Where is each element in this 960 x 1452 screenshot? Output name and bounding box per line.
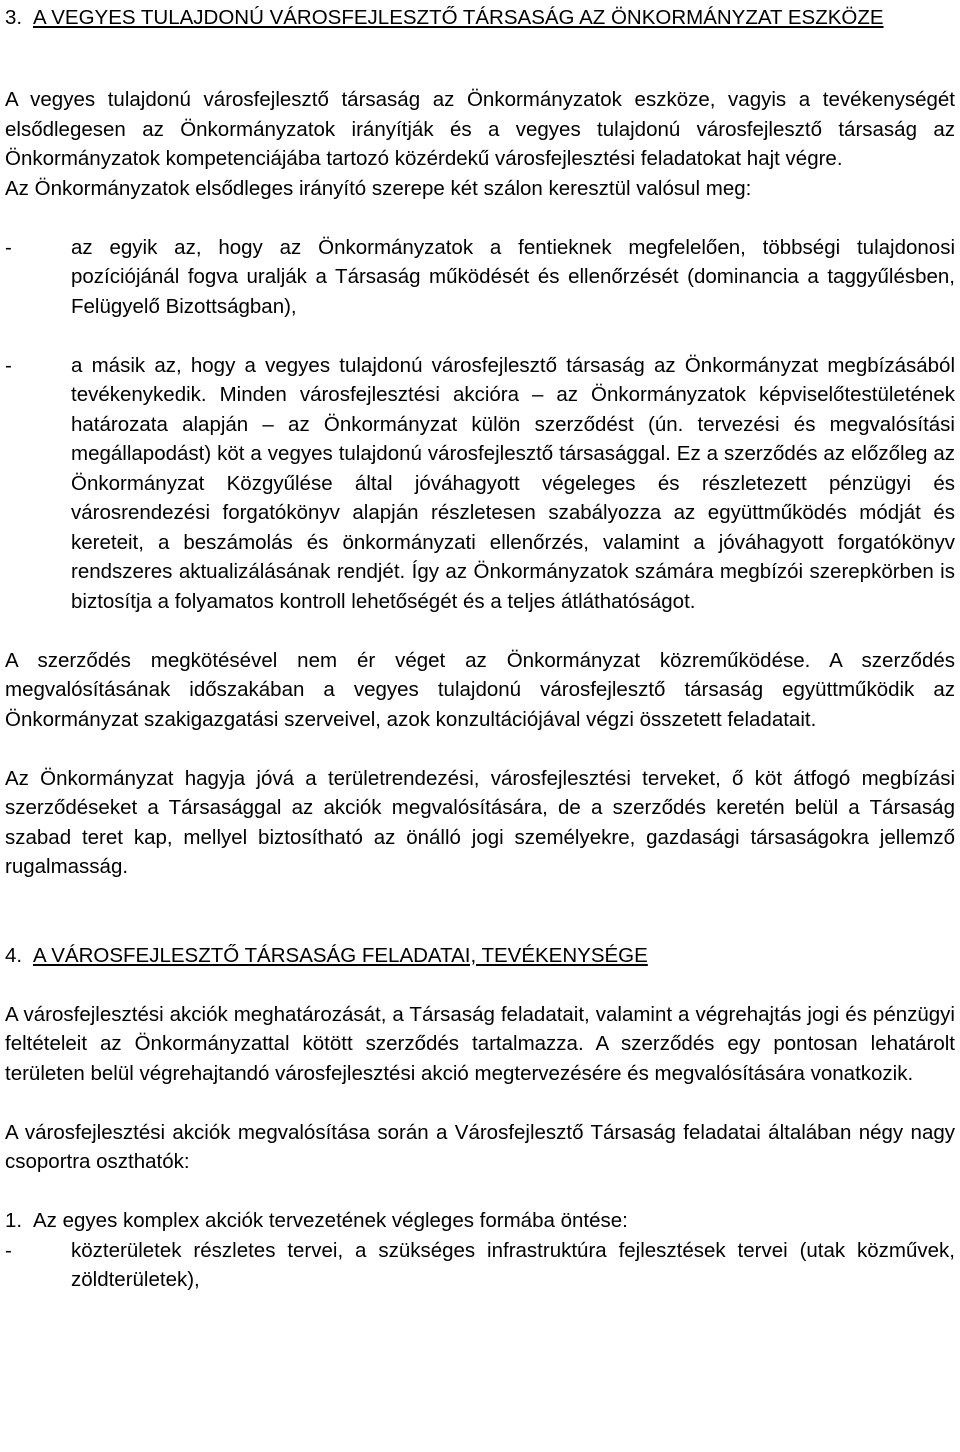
section-4-heading	[5, 941, 955, 971]
document-page	[5, 3, 955, 1295]
section-4-number: 4.	[5, 943, 23, 967]
dash-list-item-text: közterületek részletes tervei, a szükséges infrastruktúra fejlesztések tervei (utak közművek, zöldterületek),	[71, 1238, 955, 1291]
section-3-title: A VEGYES TULAJDONÚ VÁROSFEJLESZTŐ TÁRSASÁG AZ ÖNKORMÁNYZAT ESZKÖZE	[33, 6, 884, 29]
section-3-number: 3.	[5, 6, 23, 29]
dash-list-item	[5, 1236, 955, 1295]
dash-list-item	[5, 233, 955, 322]
list-number: 1.	[5, 1209, 23, 1232]
paragraph: Az Önkormányzat hagyja jóvá a területrendezési, városfejlesztési terveket, ő köt átfogó megbízási szerződéseket a Társasággal az akciók megvalósítására, de a szerződés keretén belül a Társaság szabad teret kap, mellyel biztosítható az önálló jogi személyekre, gazdasági társaságokra jellemző rugalmasság.	[5, 766, 955, 878]
numbered-list-item	[5, 1206, 955, 1236]
dash-bullet: -	[5, 235, 12, 259]
paragraph: A szerződés megkötésével nem ér véget az Önkormányzat közreműködése. A szerződés megvalósításának időszakában a vegyes tulajdonú városfejlesztő társaság együttműködik az Önkormányzat szakigazgatási szerveivel, azok konzultációjával végzi összetett feladatait.	[5, 648, 955, 731]
dash-bullet: -	[5, 1238, 12, 1262]
numbered-list-item-text: Az egyes komplex akciók tervezetének végleges formába öntése:	[33, 1209, 628, 1232]
section-3-heading	[5, 3, 955, 33]
paragraph: A vegyes tulajdonú városfejlesztő társaság az Önkormányzatok eszköze, vagyis a tevékenységét elsődlegesen az Önkormányzatok irányítják és a vegyes tulajdonú városfejlesztő társaság az Önkormányzatok kompetenciájába tartozó közérdekű városfejlesztési feladatokat hajt végre.	[5, 88, 955, 170]
paragraph: Az Önkormányzatok elsődleges irányító szerepe két szálon keresztül valósul meg:	[5, 176, 752, 200]
paragraph: A városfejlesztési akciók meghatározását, a Társaság feladatait, valamint a végrehajtás jogi és pénzügyi feltételeit az Önkormányzattal kötött szerződés tartalmazza. A szerződés egy pontosan lehatárolt területen belül végrehajtandó városfejlesztési akció megtervezésére és megvalósítására vonatkozik.	[5, 1002, 955, 1085]
paragraph: A városfejlesztési akciók megvalósítása során a Városfejlesztő Társaság feladatai általában négy nagy csoportra oszthatók:	[5, 1120, 955, 1173]
dash-bullet: -	[5, 353, 12, 377]
dash-list-item-text: a másik az, hogy a vegyes tulajdonú városfejlesztő társaság az Önkormányzat megbízásából tevékenykedik. Minden városfejlesztési akcióra – az Önkormányzatok képviselőtestületének határozata alapján – az Önkormányzat külön szerződést (ún. tervezési és megvalósítási megállapodást) köt a vegyes tulajdonú városfejlesztő társasággal. Ez a szerződés az előzőleg az Önkormányzat Közgyűlése által jóváhagyott végeleges és részletezett pénzügyi és városrendezési forgatókönyv alapján részletesen szabályozza az együttműködés módját és kereteit, a beszámolás és önkormányzati ellenőrzés, valamint a jóváhagyott forgatókönyv rendszeres aktualizálásának rendjét. Így az Önkormányzatok számára megbízói szerepkörben is biztosítja a folyamatos kontroll lehetőségét és a teljes átláthatóságot.	[71, 353, 955, 613]
dash-list-item-text: az egyik az, hogy az Önkormányzatok a fentieknek megfelelően, többségi tulajdonosi pozíciójánál fogva uralják a Társaság működését és ellenőrzését (dominancia a taggyűlésben, Felügyelő Bizottságban),	[71, 235, 955, 318]
dash-list-item	[5, 351, 955, 617]
section-4-title: A VÁROSFEJLESZTŐ TÁRSASÁG FELADATAI, TEVÉKENYSÉGE	[33, 943, 648, 967]
